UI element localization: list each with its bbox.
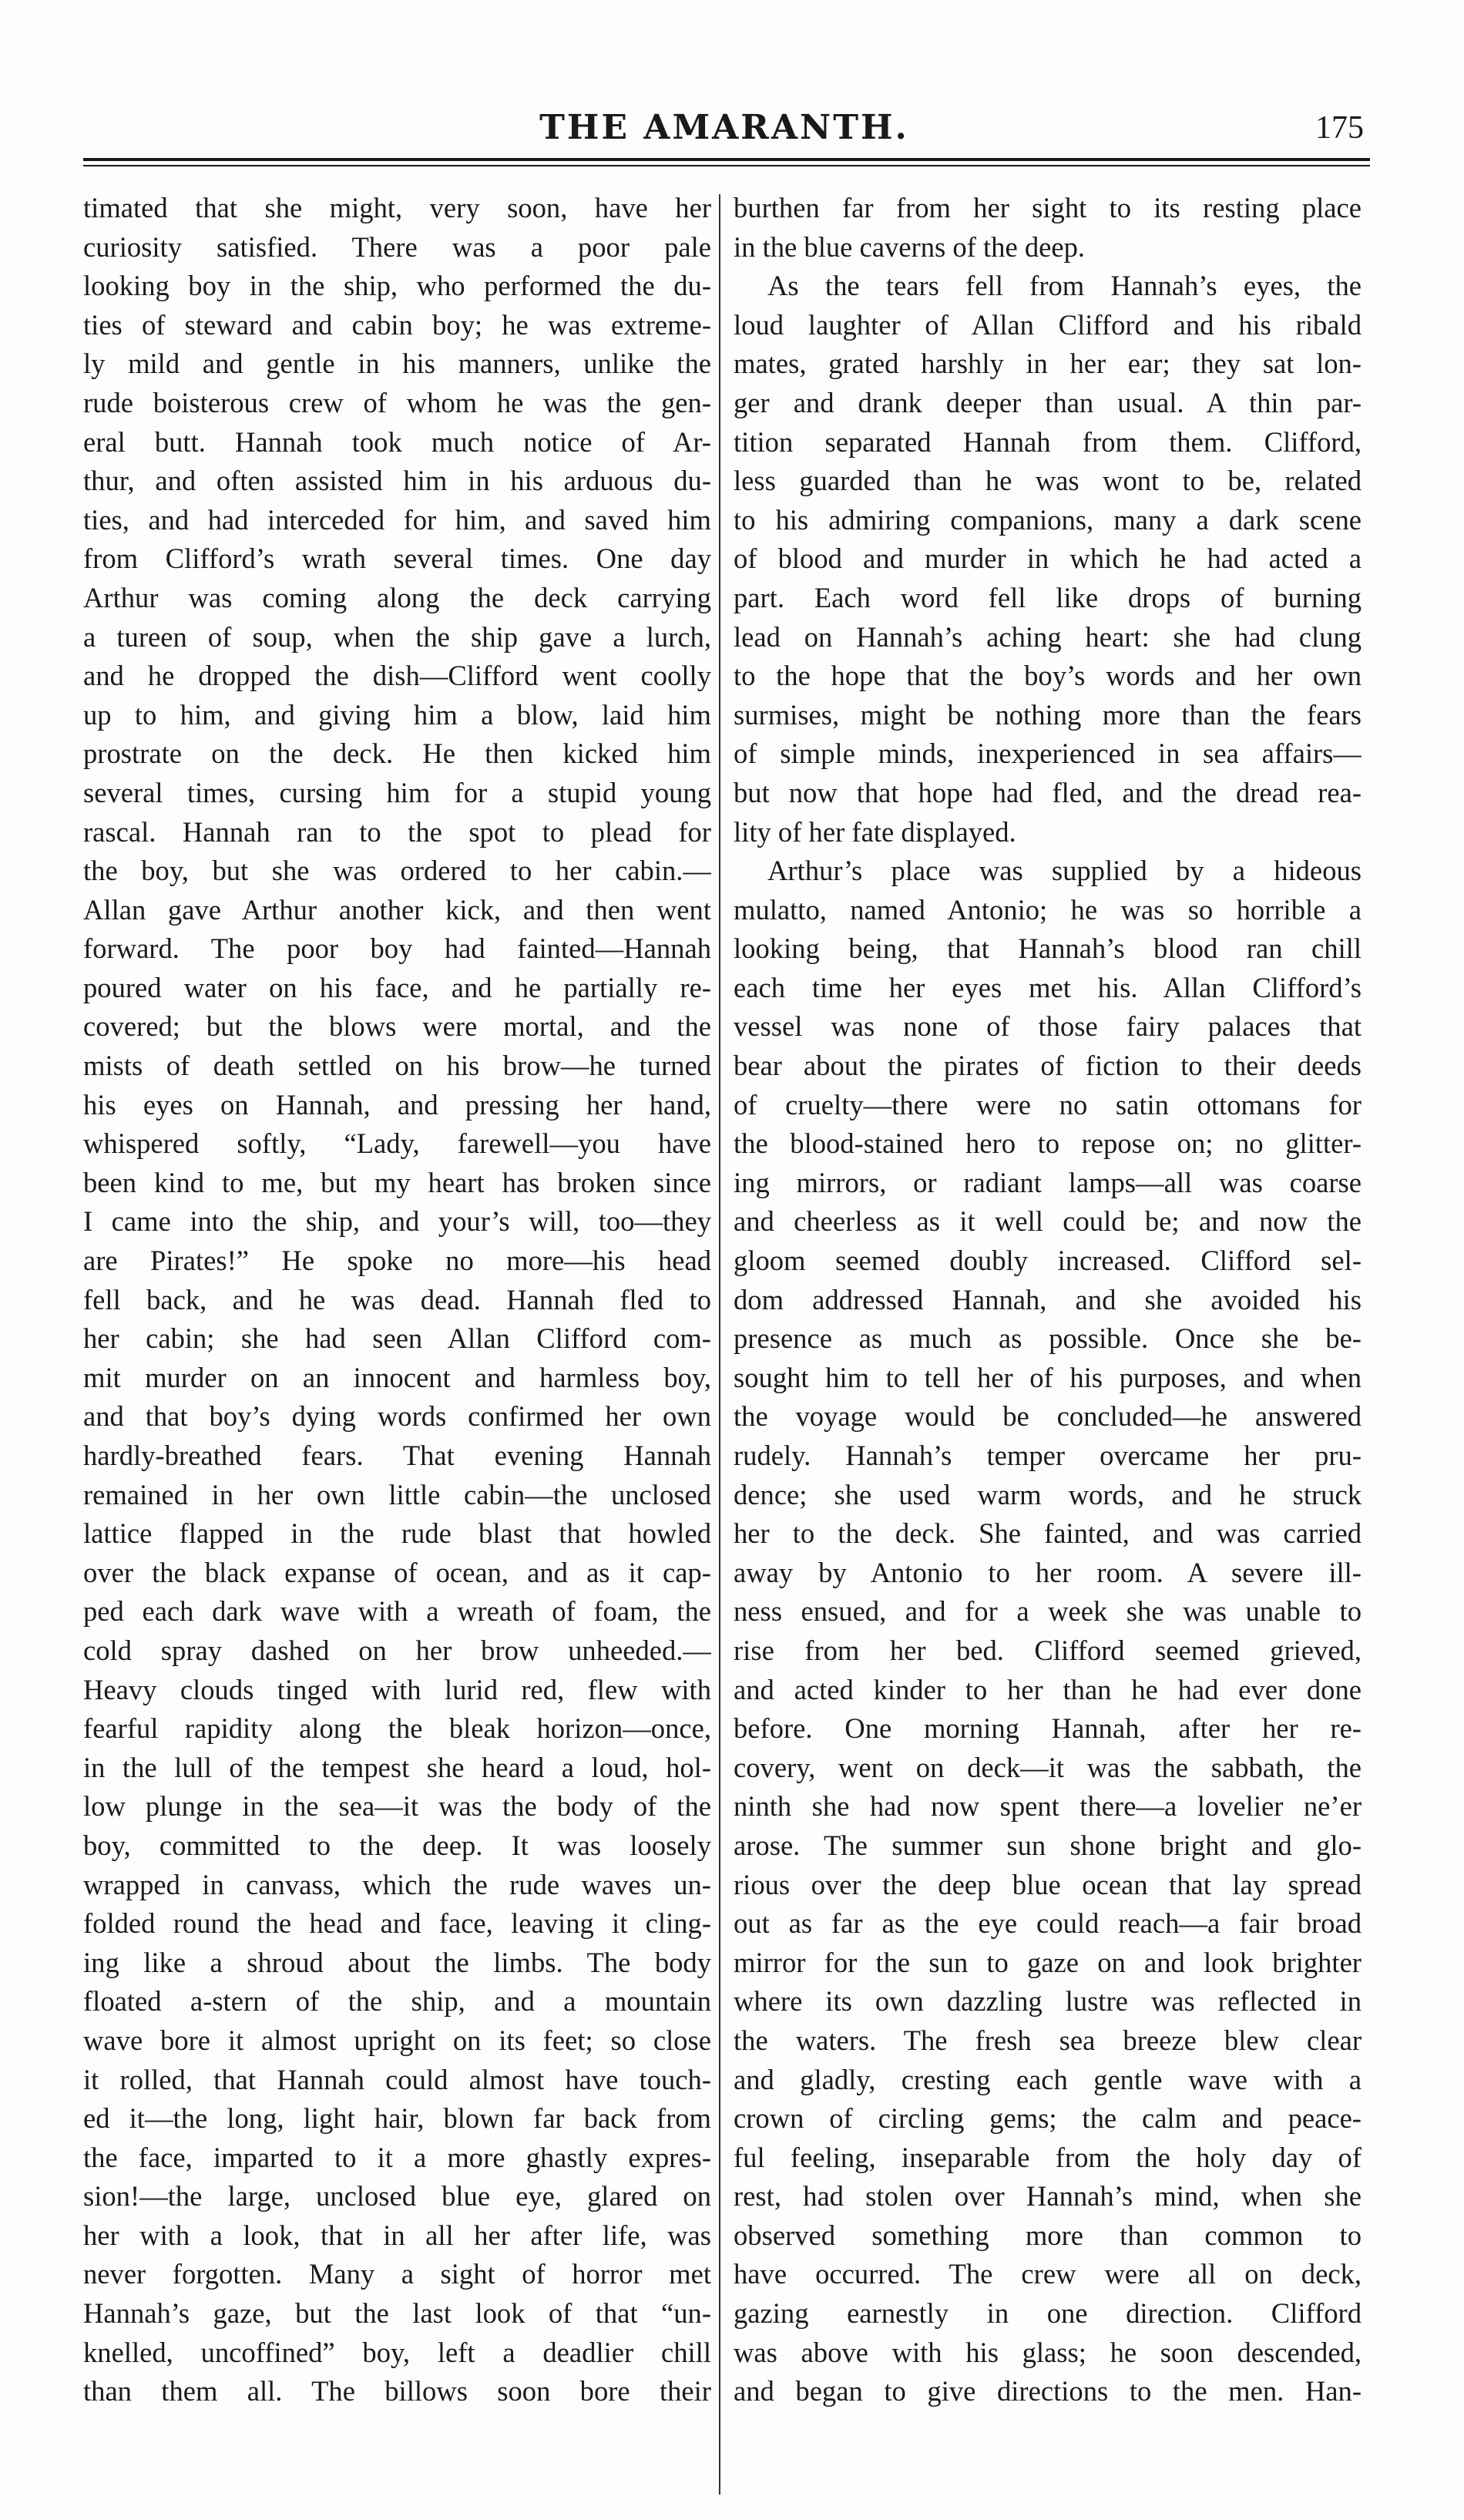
text-line: looking being, that Hannah’s blood ran chill — [734, 932, 1362, 965]
text-line: curiosity satisfied. There was a poor pale — [83, 230, 711, 263]
text-line: tition separated Hannah from them. Clifford, — [734, 425, 1362, 458]
text-line: fell back, and he was dead. Hannah fled to — [83, 1283, 711, 1315]
text-line: mulatto, named Antonio; he was so horrible a — [734, 893, 1362, 926]
text-line: rise from her bed. Clifford seemed grieved, — [734, 1634, 1362, 1666]
header-rule-thick — [83, 158, 1370, 161]
text-line: mit murder on an innocent and harmless boy, — [83, 1361, 711, 1393]
text-line: poured water on his face, and he partially re- — [83, 971, 711, 1003]
text-line: surmises, might be nothing more than the fears — [734, 698, 1362, 731]
text-line: and began to give directions to the men. Han- — [734, 2375, 1362, 2407]
text-line: covered; but the blows were mortal, and the — [83, 1010, 711, 1043]
text-line: Arthur was coming along the deck carrying — [83, 581, 711, 613]
text-line: ninth she had now spent there—a lovelier ne’er — [734, 1790, 1362, 1823]
text-line: in the blue caverns of the deep. — [734, 230, 1086, 263]
text-line: ger and drank deeper than usual. A thin par- — [734, 386, 1362, 418]
text-line: rest, had stolen over Hannah’s mind, when she — [734, 2180, 1362, 2213]
text-line: Allan gave Arthur another kick, and then went — [83, 893, 711, 926]
text-line: vessel was none of those fairy palaces that — [734, 1010, 1362, 1043]
text-line: dence; she used warm words, and he struck — [734, 1478, 1362, 1510]
running-title: THE AMARANTH. — [539, 108, 909, 147]
text-line: ly mild and gentle in his manners, unlike the — [83, 348, 711, 380]
text-line: ness ensued, and for a week she was unable to — [734, 1595, 1362, 1628]
text-line: and gladly, cresting each gentle wave with a — [734, 2063, 1362, 2095]
text-line: thur, and often assisted him in his arduous du- — [83, 465, 711, 497]
text-line: Heavy clouds tinged with lurid red, flew with — [83, 1673, 711, 1705]
text-line: crown of circling gems; the calm and peace- — [734, 2102, 1362, 2135]
text-line: sion!—the large, unclosed blue eye, glared on — [83, 2180, 711, 2213]
text-line: Hannah’s gaze, but the last look of that “un- — [83, 2297, 711, 2330]
text-line: wrapped in canvass, which the rude waves un- — [83, 1868, 711, 1900]
text-line: have occurred. The crew were all on deck, — [734, 2258, 1362, 2290]
text-line: of cruelty—there were no satin ottomans for — [734, 1088, 1362, 1121]
text-line: it rolled, that Hannah could almost have touch- — [83, 2063, 711, 2095]
text-line: rude boisterous crew of whom he was the gen- — [83, 386, 711, 418]
text-line: several times, cursing him for a stupid young — [83, 776, 711, 808]
column-divider — [719, 194, 720, 2495]
text-line: was above with his glass; he soon descended, — [734, 2336, 1362, 2368]
text-line: lattice flapped in the rude blast that howled — [83, 1517, 711, 1550]
text-line: been kind to me, but my heart has broken since — [83, 1166, 711, 1198]
text-line: but now that hope had fled, and the dread rea- — [734, 776, 1362, 808]
text-line: mirror for the sun to gaze on and look brighter — [734, 1946, 1362, 1978]
text-line: floated a-stern of the ship, and a mountain — [83, 1985, 711, 2018]
text-line: folded round the head and face, leaving it cling- — [83, 1907, 711, 1940]
right-column — [734, 189, 1362, 2411]
text-line: the waters. The fresh sea breeze blew clear — [734, 2024, 1362, 2056]
text-line: and that boy’s dying words confirmed her own — [83, 1400, 711, 1433]
text-line: cold spray dashed on her brow unheeded.— — [83, 1634, 711, 1666]
text-line: mists of death settled on his brow—he turned — [83, 1050, 711, 1082]
text-line: less guarded than he was wont to be, related — [734, 465, 1362, 497]
running-head — [77, 108, 1372, 154]
text-line: her with a look, that in all her after life, was — [83, 2219, 711, 2251]
text-line: from Clifford’s wrath several times. One day — [83, 543, 711, 575]
text-line: boy, committed to the deep. It was loosely — [83, 1829, 711, 1861]
text-line: ties, and had interceded for him, and saved him — [83, 503, 711, 536]
text-line: rudely. Hannah’s temper overcame her pru- — [734, 1440, 1362, 1471]
text-line: ties of steward and cabin boy; he was extreme- — [83, 308, 711, 341]
text-line: and acted kinder to her than he had ever done — [734, 1673, 1362, 1705]
text-line: the boy, but she was ordered to her cabin.— — [83, 855, 711, 887]
text-line: the blood-stained hero to repose on; no glitter- — [734, 1127, 1362, 1160]
text-line: lity of her fate displayed. — [734, 815, 1016, 848]
left-column — [83, 189, 711, 2411]
text-line: presence as much as possible. Once she be- — [734, 1322, 1362, 1355]
text-line: timated that she might, very soon, have her — [83, 192, 711, 223]
text-line: I came into the ship, and your’s will, too—they — [83, 1205, 711, 1238]
text-line: his eyes on Hannah, and pressing her hand, — [83, 1088, 711, 1121]
text-line: ed it—the long, light hair, blown far back from — [83, 2102, 711, 2135]
text-line: rious over the deep blue ocean that lay spread — [734, 1868, 1362, 1900]
text-line: the face, imparted to it a more ghastly expres- — [83, 2141, 711, 2173]
text-line: wave bore it almost upright on its feet; so close — [83, 2024, 711, 2056]
text-line: and he dropped the dish—Clifford went coolly — [83, 660, 711, 692]
text-line: loud laughter of Allan Clifford and his ribald — [734, 308, 1362, 341]
text-line: ped each dark wave with a wreath of foam, the — [83, 1595, 711, 1628]
text-line: mates, grated harshly in her ear; they sat lon- — [734, 348, 1362, 380]
text-line: to his admiring companions, many a dark scene — [734, 503, 1362, 536]
text-line: are Pirates!” He spoke no more—his head — [83, 1245, 711, 1277]
text-line: eral butt. Hannah took much notice of Ar- — [83, 425, 711, 458]
text-line: part. Each word fell like drops of burning — [734, 581, 1362, 613]
text-line: gloom seemed doubly increased. Clifford sel- — [734, 1245, 1362, 1277]
text-line: her cabin; she had seen Allan Clifford com- — [83, 1322, 711, 1355]
text-line: remained in her own little cabin—the unclosed — [83, 1478, 711, 1510]
text-line: never forgotten. Many a sight of horror met — [83, 2258, 711, 2290]
text-line: each time her eyes met his. Allan Clifford’s — [734, 971, 1362, 1003]
text-line: whispered softly, “Lady, farewell—you have — [83, 1127, 711, 1160]
text-line: observed something more than common to — [734, 2219, 1362, 2251]
text-line: to the hope that the boy’s words and her own — [734, 660, 1362, 692]
text-line: the voyage would be concluded—he answered — [734, 1400, 1362, 1433]
text-line: in the lull of the tempest she heard a loud, hol- — [83, 1751, 711, 1783]
text-line: ing like a shroud about the limbs. The body — [83, 1946, 711, 1978]
text-line: her to the deck. She fainted, and was carried — [734, 1517, 1362, 1550]
text-line: dom addressed Hannah, and she avoided his — [734, 1283, 1362, 1315]
text-line: a tureen of soup, when the ship gave a lurch, — [83, 620, 711, 653]
text-line: before. One morning Hannah, after her re- — [734, 1712, 1362, 1745]
text-line: covery, went on deck—it was the sabbath, the — [734, 1751, 1362, 1783]
text-line: prostrate on the deck. He then kicked him — [83, 738, 711, 770]
text-line: of blood and murder in which he had acted a — [734, 543, 1362, 575]
text-line: sought him to tell her of his purposes, and when — [734, 1361, 1362, 1393]
header-rule-thin — [83, 165, 1370, 166]
text-line: than them all. The billows soon bore their — [83, 2375, 711, 2407]
text-line: of simple minds, inexperienced in sea affairs— — [734, 738, 1362, 770]
text-line: gazing earnestly in one direction. Clifford — [734, 2297, 1362, 2330]
text-line: over the black expanse of ocean, and as it cap- — [83, 1556, 711, 1588]
text-line: where its own dazzling lustre was reflected in — [734, 1985, 1362, 2018]
text-line: bear about the pirates of fiction to their deeds — [734, 1050, 1362, 1082]
text-line: fearful rapidity along the bleak horizon—once, — [83, 1712, 711, 1745]
text-line: lead on Hannah’s aching heart: she had clung — [734, 620, 1362, 653]
text-line: As the tears fell from Hannah’s eyes, the — [767, 270, 1362, 302]
text-line: Arthur’s place was supplied by a hideous — [767, 855, 1362, 887]
text-line: looking boy in the ship, who performed the du- — [83, 270, 711, 302]
text-line: forward. The poor boy had fainted—Hannah — [83, 932, 711, 965]
page-number: 175 — [1315, 110, 1364, 146]
text-line: arose. The summer sun shone bright and glo- — [734, 1829, 1362, 1861]
text-line: knelled, uncoffined” boy, left a deadlier chill — [83, 2336, 711, 2368]
text-line: ful feeling, inseparable from the holy day of — [734, 2141, 1362, 2173]
text-line: and cheerless as it well could be; and now the — [734, 1205, 1362, 1238]
text-line: away by Antonio to her room. A severe ill- — [734, 1556, 1362, 1588]
text-line: out as far as the eye could reach—a fair broad — [734, 1907, 1362, 1940]
text-line: low plunge in the sea—it was the body of the — [83, 1790, 711, 1823]
text-line: up to him, and giving him a blow, laid him — [83, 698, 711, 731]
text-line: ing mirrors, or radiant lamps—all was coarse — [734, 1166, 1362, 1198]
text-line: hardly-breathed fears. That evening Hannah — [83, 1440, 711, 1471]
text-line: rascal. Hannah ran to the spot to plead for — [83, 815, 711, 848]
text-line: burthen far from her sight to its resting place — [734, 192, 1362, 223]
